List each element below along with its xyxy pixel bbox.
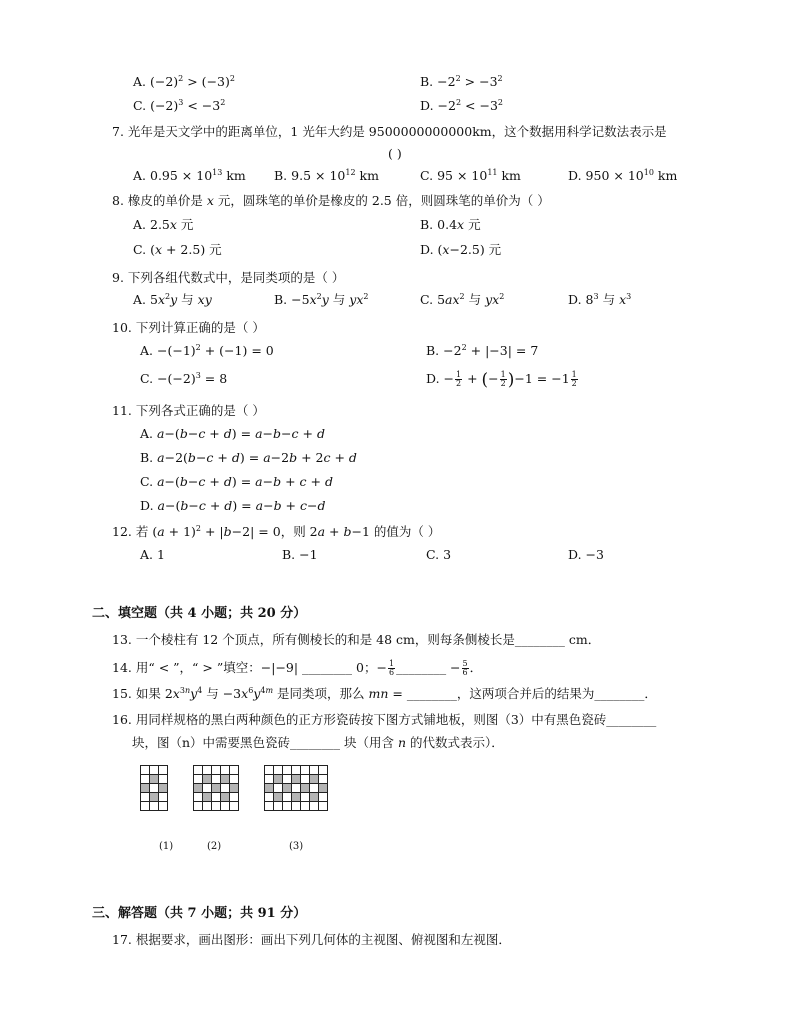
option-label: A. xyxy=(133,292,147,307)
option-label: C. xyxy=(133,242,147,257)
q8-option-d: D. (x−2.5) 元 xyxy=(420,242,502,257)
q12-option-a: A. 1 xyxy=(140,547,165,562)
q6-option-c: C. $(-2)^3 < -3^2$ xyxy=(133,98,226,113)
section-heading-answer: 三、解答题（共 7 小题；共 91 分） xyxy=(92,906,307,921)
q11-option-a: A. a−(b−c + d) = a−b−c + d xyxy=(140,426,325,441)
q16-line2-a: 块，图（n）中需要黑色瓷砖________ 块（用含 xyxy=(132,735,398,750)
q16-line2-b: 的代数式表示）． xyxy=(406,735,504,750)
option-label: B. xyxy=(420,74,434,89)
q12-option-b: B. −1 xyxy=(282,547,318,562)
option-label: C. xyxy=(133,98,147,113)
option-label: A. xyxy=(133,74,147,89)
q8-option-c: C. (x + 2.5) 元 xyxy=(133,242,222,257)
q15-stem-c: 是同类项，那么 xyxy=(273,686,369,701)
q7-option-d: D. $950 \times 10^{10}$ km xyxy=(568,168,678,183)
option-label: C. xyxy=(140,371,154,386)
q7-option-c: C. $95 \times 10^{11}$ km xyxy=(420,168,521,183)
q12-stem-b: ，则 xyxy=(280,524,310,539)
option-label: B. xyxy=(420,217,434,232)
q7-option-a: A. $0.95 \times 10^{13}$ km xyxy=(133,168,246,183)
q7-option-b: B. $9.5 \times 10^{12}$ km xyxy=(274,168,379,183)
q14-blank: ________ xyxy=(396,660,447,675)
q10-option-a: A. $-(-1)^2 + (-1) = 0$ xyxy=(140,343,274,358)
conj: 与 xyxy=(181,292,194,307)
q8-stem-a: 8. 橡皮的单价是 xyxy=(112,193,207,208)
q9-option-a: A. $5x^2y$ 与 xy xyxy=(133,292,212,307)
q9-option-d: D. $8^3$ 与 $x^3$ xyxy=(568,292,632,307)
conj: 与 xyxy=(332,292,346,307)
option-label: D. xyxy=(426,371,440,386)
q6-option-d: D. $-2^2 < -3^2$ xyxy=(420,98,504,113)
option-label: D. xyxy=(140,498,154,513)
q7-stem: 7. 光年是天文学中的距离单位，1 光年大约是 9500000000000km，这个数据用科学记数法表示是 xyxy=(112,124,667,139)
q12-stem-a: 12. 若 xyxy=(112,524,153,539)
option-label: D. xyxy=(420,242,434,257)
q7-answer-paren: ( ) xyxy=(388,146,402,161)
q14-stem-a: 14. 用“ < ”，“ > ”填空：−|−9| ________ 0； xyxy=(112,660,377,675)
q11-option-b: B. a−2(b−c + d) = a−2b + 2c + d xyxy=(140,450,357,465)
q16-line2: 块，图（n）中需要黑色瓷砖________ 块（用含 n 的代数式表示）． xyxy=(132,735,504,750)
q12-option-d: D. −3 xyxy=(568,547,604,562)
q6-option-a: A. $(-2)^2 > (-3)^2$ xyxy=(133,74,235,89)
conj: 与 xyxy=(602,292,616,307)
q8-stem-b: 元，圆珠笔的单价是橡皮的 2.5 倍，则圆珠笔的单价为（ ） xyxy=(213,193,550,208)
q11-option-d: D. a−(b−c + d) = a−b + c−d xyxy=(140,498,326,513)
q6-option-b: B. $-2^2 > -3^2$ xyxy=(420,74,503,89)
option-label: B. xyxy=(140,450,154,465)
figure-label-3: (3) xyxy=(289,841,304,852)
q17-stem: 17. 根据要求，画出图形：画出下列几何体的主视图、俯视图和左视图． xyxy=(112,932,511,947)
q8-option-b: B. 0.4x 元 xyxy=(420,217,481,232)
q8-stem: 8. 橡皮的单价是 x 元，圆珠笔的单价是橡皮的 2.5 倍，则圆珠笔的单价为（ ） xyxy=(112,193,550,208)
q10-option-c: C. $-(-2)^3 = 8$ xyxy=(140,371,228,386)
option-label: B. xyxy=(274,292,288,307)
q10-stem: 10. 下列计算正确的是（ ） xyxy=(112,320,265,335)
q16-line1: 16. 用同样规格的黑白两种颜色的正方形瓷砖按下图方式铺地板，则图（3）中有黑色瓷砖________ xyxy=(112,712,657,727)
q14-stem: 14. 用“ < ”，“ > ”填空：−|−9| ________ 0；− $\frac{1}{6}$ ________ − $\frac{5}{6}$ ． xyxy=(112,659,483,677)
option-label: A. xyxy=(133,168,147,183)
tile-figure-1 xyxy=(140,765,168,811)
option-label: B. xyxy=(274,168,288,183)
tile-figure-3 xyxy=(264,765,328,811)
option-label: A. xyxy=(133,217,147,232)
figure-label-1: (1) xyxy=(159,841,174,852)
q13-stem: 13. 一个棱柱有 12 个顶点，所有侧棱长的和是 48 cm，则每条侧棱长是________ cm． xyxy=(112,632,601,647)
q11-option-c: C. a−(b−c + d) = a−b + c + d xyxy=(140,474,333,489)
q10-option-b: B. $-2^2 + |-3| = 7$ xyxy=(426,343,539,358)
option-label: D. xyxy=(568,168,582,183)
option-label: C. xyxy=(140,474,154,489)
q9-stem: 9. 下列各组代数式中，是同类项的是（ ） xyxy=(112,270,345,285)
option-label: B. xyxy=(426,343,440,358)
option-label: D. xyxy=(420,98,434,113)
option-label: C. xyxy=(420,292,434,307)
q9-option-b: B. $-5x^2y$ 与 $yx^2$ xyxy=(274,292,369,307)
figure-label-2: (2) xyxy=(207,841,222,852)
q15-stem: 15. 如果 $2x^{3n}y^4$ 与 $-3x^6y^{4m}$ 是同类项，那么 mn = ________，这两项合并后的结果为________． xyxy=(112,686,657,701)
q15-stem-b: 与 xyxy=(202,686,223,701)
conj: 与 xyxy=(468,292,482,307)
q8-option-a: A. 2.5x 元 xyxy=(133,217,194,232)
option-label: A. xyxy=(140,426,154,441)
q12-stem: 12. 若 $(a + 1)^2 + |b-2| = 0$，则 2a + b−1 的值为（ ） xyxy=(112,524,441,539)
q15-stem-d: = ________，这两项合并后的结果为________． xyxy=(388,686,657,701)
q9-option-c: C. $5ax^2$ 与 $yx^2$ xyxy=(420,292,505,307)
q15-stem-a: 15. 如果 xyxy=(112,686,165,701)
option-label: C. xyxy=(420,168,434,183)
q12-stem-c: 的值为（ ） xyxy=(369,524,441,539)
q11-stem: 11. 下列各式正确的是（ ） xyxy=(112,403,265,418)
tile-figure-2 xyxy=(193,765,239,811)
option-label: A. xyxy=(140,343,154,358)
section-heading-fill-in: 二、填空题（共 4 小题；共 20 分） xyxy=(92,606,307,621)
option-label: D. xyxy=(568,292,582,307)
q10-option-d: D. − $\frac{1}{2}$ + (− $\frac{1}{2}$ )−1 = −1 $\frac{1}{2}$ xyxy=(426,370,577,390)
q12-option-c: C. 3 xyxy=(426,547,452,562)
